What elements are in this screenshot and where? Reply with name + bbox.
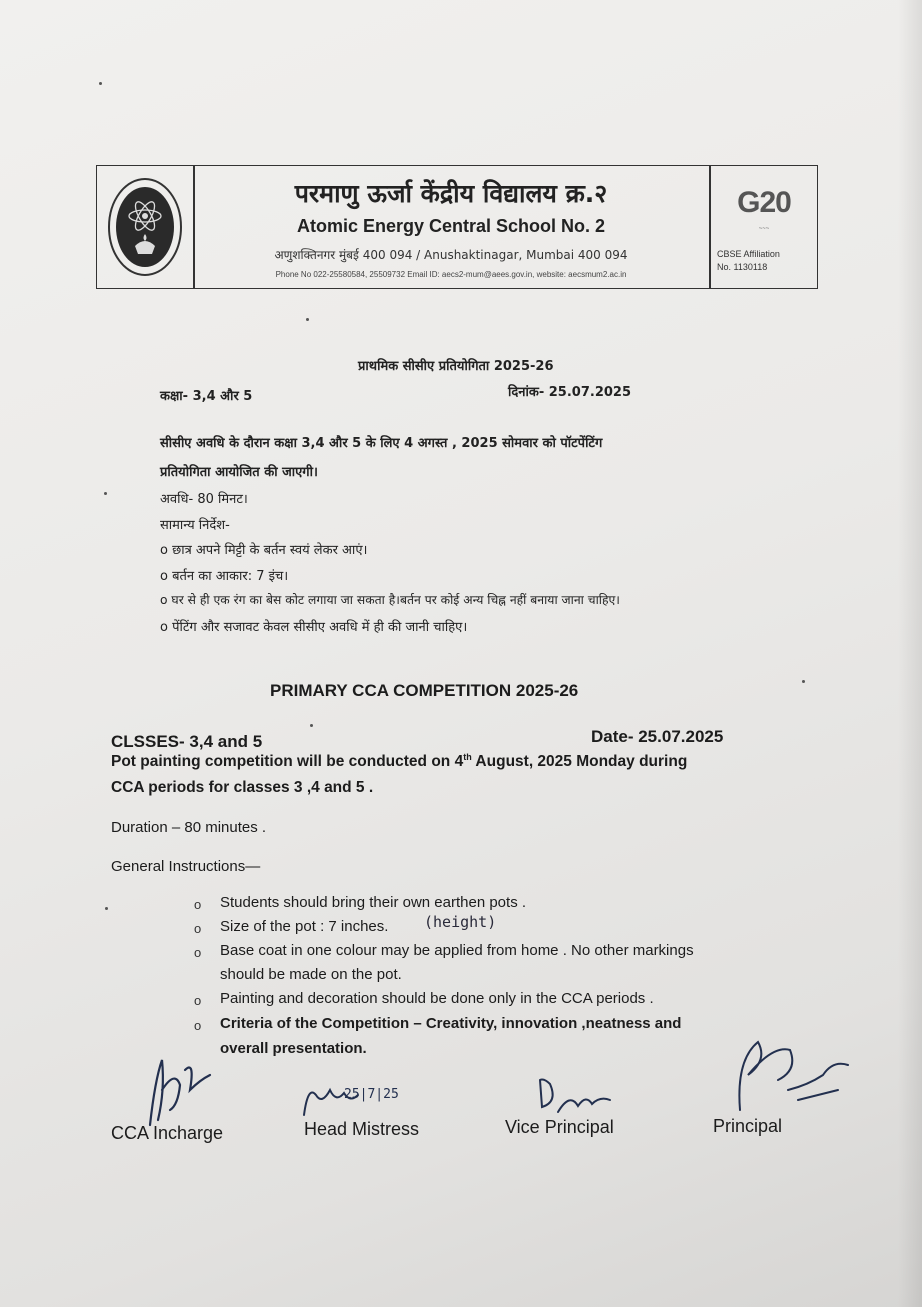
paper-speck [802, 680, 805, 683]
english-intro-post: August, 2025 Monday during [471, 753, 688, 771]
cbse-affiliation [717, 248, 780, 274]
english-intro-sup: th [463, 752, 472, 762]
paper-speck [306, 318, 309, 321]
hindi-intro-line1: सीसीए अवधि के दौरान कक्षा 3,4 और 5 के लिए 4 अगस्त , 2025 सोमवार को पॉटपेंटिंग [160, 436, 603, 451]
paper-speck [105, 907, 108, 910]
english-instruction-item: Criteria of the Competition – Creativity, innovation ,neatness and [220, 1015, 682, 1032]
cbse-affiliation-label: CBSE Affiliation [717, 249, 780, 259]
hindi-duration: अवधि- 80 मिनट। [160, 492, 248, 507]
english-title: PRIMARY CCA COMPETITION 2025-26 [270, 681, 579, 700]
head-mistress-signature-date: 25|7|25 [344, 1087, 399, 1102]
english-intro-line1 [111, 752, 687, 771]
page-edge-shadow [898, 0, 922, 1307]
cca-incharge-signature [140, 1050, 230, 1130]
letterhead [96, 165, 818, 289]
english-instruction-item: Students should bring their own earthen pots . [220, 894, 527, 911]
english-classes: CLSSES- 3,4 and 5 [111, 732, 263, 751]
g20-logo: G20 [737, 186, 791, 219]
english-intro-pre: Pot painting competition will be conducted on 4 [111, 753, 464, 771]
bullet-marker: o [194, 897, 202, 912]
school-name-english: Atomic Energy Central School No. 2 [296, 216, 606, 236]
bullet-marker: o [194, 921, 202, 936]
hindi-class: कक्षा- 3,4 और 5 [160, 389, 253, 404]
bullet-marker: o [194, 1018, 202, 1033]
hindi-instruction-item: o बर्तन का आकार: 7 इंच। [160, 569, 289, 584]
hindi-title: प्राथमिक सीसीए प्रतियोगिता 2025-26 [358, 359, 554, 374]
vice-principal-label: Vice Principal [505, 1117, 614, 1137]
g20-logo-subtext: ~~~ [758, 226, 770, 232]
hindi-intro-line2: प्रतियोगिता आयोजित की जाएगी। [160, 465, 318, 480]
hindi-date: दिनांक- 25.07.2025 [508, 385, 631, 400]
school-address: अणुशक्तिनगर मुंबई 400 094 / Anushaktinagar, Mumbai 400 094 [274, 248, 628, 262]
principal-label: Principal [713, 1116, 783, 1136]
handwritten-height-note: (height) [424, 913, 497, 931]
paper-speck [104, 492, 107, 495]
english-instruction-item-continued: should be made on the pot. [220, 966, 402, 983]
school-contact: Phone No 022-25580584, 25509732 Email ID: aecs2-mum@aees.gov.in, website: aecsmum2.ac.in [275, 270, 627, 279]
english-instruction-item: Size of the pot : 7 inches. [220, 918, 389, 935]
hindi-instruction-item: o पेंटिंग और सजावट केवल सीसीए अवधि में ही की जानी चाहिए। [160, 620, 468, 635]
english-instruction-item: Base coat in one colour may be applied from home . No other markings [220, 942, 694, 959]
school-emblem-icon [105, 174, 185, 280]
bullet-marker: o [194, 993, 202, 1008]
paper-speck [99, 82, 102, 85]
vice-principal-signature [530, 1072, 640, 1122]
principal-signature [728, 1030, 878, 1120]
cbse-affiliation-number: No. 1130118 [717, 262, 768, 272]
head-mistress-label: Head Mistress [304, 1119, 420, 1139]
english-intro-line2: CCA periods for classes 3 ,4 and 5 . [111, 779, 374, 796]
english-instructions-heading: General Instructions— [111, 858, 261, 875]
hindi-instruction-item: o छात्र अपने मिट्टी के बर्तन स्वयं लेकर आएं। [160, 543, 368, 558]
english-instruction-item: Painting and decoration should be done only in the CCA periods . [220, 990, 654, 1007]
english-date: Date- 25.07.2025 [591, 727, 724, 746]
english-duration: Duration – 80 minutes . [111, 819, 267, 836]
hindi-instruction-item: o घर से ही एक रंग का बेस कोट लगाया जा सकता है।बर्तन पर कोई अन्य चिह्न नहीं बनाया जाना चाहिए। [160, 593, 620, 607]
school-name-hindi: परमाणु ऊर्जा केंद्रीय विद्यालय क्र.२ [294, 179, 608, 208]
cca-incharge-label: CCA Incharge [111, 1123, 224, 1143]
bullet-marker: o [194, 945, 202, 960]
english-instruction-item-continued: overall presentation. [220, 1040, 367, 1057]
hindi-instructions-heading: सामान्य निर्देश- [160, 518, 230, 533]
paper-speck [310, 724, 313, 727]
